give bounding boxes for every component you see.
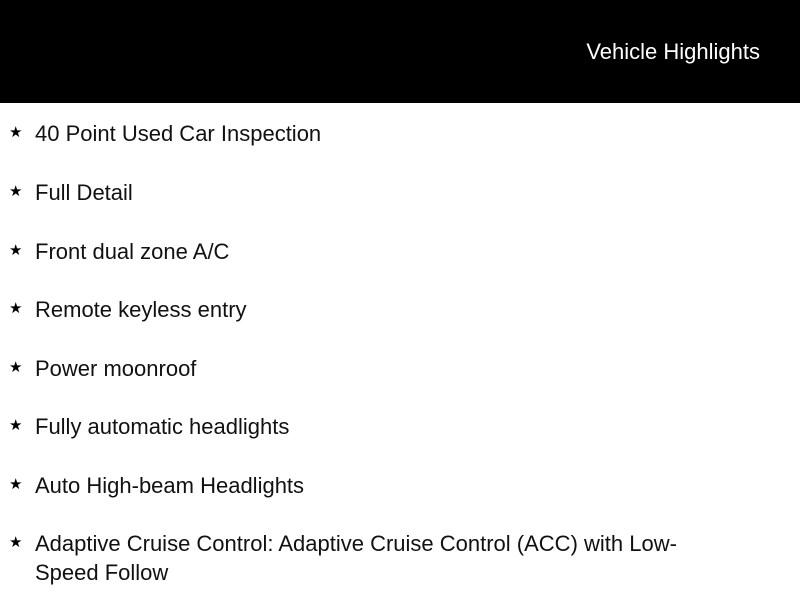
list-item-text: Remote keyless entry <box>35 297 247 322</box>
star-icon: ★ <box>9 533 23 551</box>
star-icon: ★ <box>9 299 23 317</box>
list-item-text: Full Detail <box>35 180 133 205</box>
list-item-text: 40 Point Used Car Inspection <box>35 121 322 146</box>
star-icon: ★ <box>9 182 23 200</box>
list-item-text: Front dual zone A/C <box>35 239 230 264</box>
star-icon: ★ <box>9 416 23 434</box>
page-title: Vehicle Highlights <box>586 39 760 64</box>
star-icon: ★ <box>9 123 23 141</box>
star-icon: ★ <box>9 475 23 493</box>
header-banner <box>0 0 800 103</box>
list-item-text: Auto High-beam Headlights <box>35 473 305 498</box>
star-icon: ★ <box>9 358 23 376</box>
star-icon: ★ <box>9 241 23 259</box>
list-item-text: Power moonroof <box>35 356 197 381</box>
list-item-text: Fully automatic headlights <box>35 414 290 439</box>
list-item-text: Adaptive Cruise Control: Adaptive Cruise Control (ACC) with Low-Speed Follow <box>35 531 677 585</box>
